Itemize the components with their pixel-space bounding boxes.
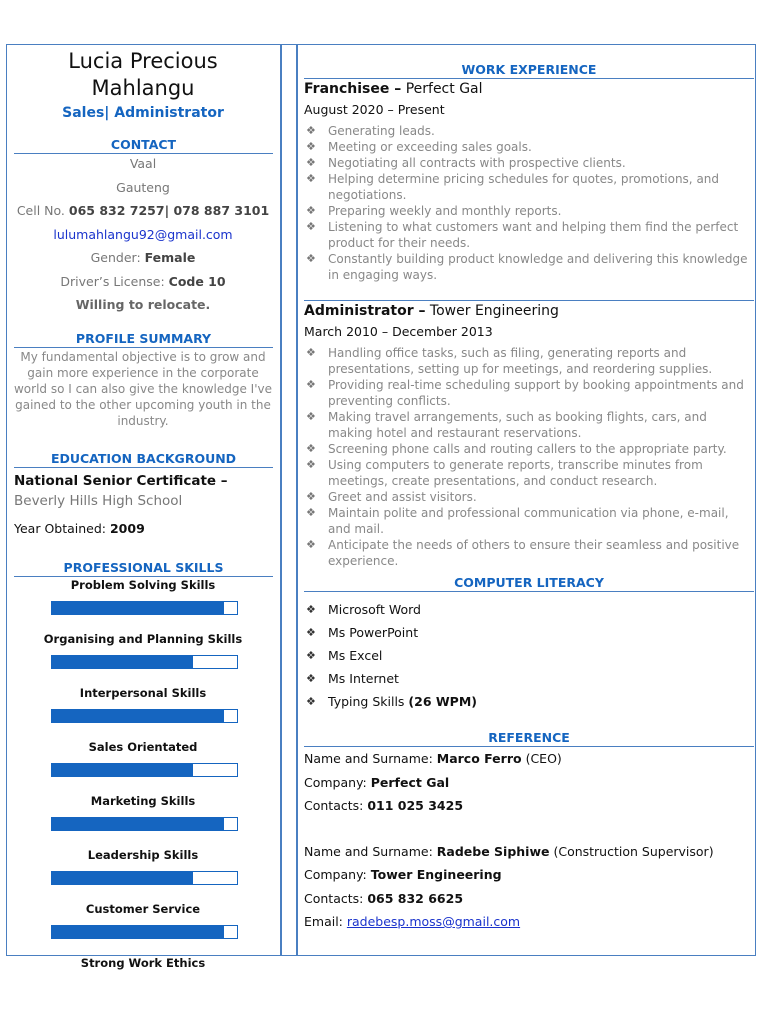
skill-bar-fill xyxy=(52,872,193,884)
contact-city: Vaal xyxy=(129,156,157,171)
ref-contacts: Contacts: 011 025 3425 xyxy=(304,798,464,813)
bullet-icon: ❖ xyxy=(306,626,316,639)
ref-name: Name and Surname: Marco Ferro (CEO) xyxy=(304,751,562,766)
list-item: ❖ Maintain polite and professional communication via phone, e-mail, and mail. xyxy=(306,506,729,536)
work-heading: WORK EXPERIENCE xyxy=(304,62,754,79)
contact-cell: Cell No. 065 832 7257| 078 887 3101 xyxy=(16,203,270,218)
contact-license: Driver’s License: Code 10 xyxy=(60,273,226,289)
bullet-icon: ❖ xyxy=(306,124,316,137)
ref-name: Name and Surname: Radebe Siphiwe (Construction Supervisor) xyxy=(304,843,714,859)
job-dates: March 2010 – December 2013 xyxy=(304,324,493,339)
skill-bar-fill xyxy=(52,656,193,668)
skill-label: Strong Work Ethics xyxy=(80,955,206,970)
skill-bar xyxy=(51,925,238,939)
bullet-icon: ❖ xyxy=(306,140,316,153)
job-dates: August 2020 – Present xyxy=(304,102,445,117)
profile-heading: PROFILE SUMMARY xyxy=(14,331,273,348)
skill-bar-fill xyxy=(52,764,193,776)
computer-heading: COMPUTER LITERACY xyxy=(304,575,754,592)
list-item: ❖ Using computers to generate reports, transcribe minutes from meetings, create presentations, and conduct research. xyxy=(306,458,703,488)
candidate-name: Lucia Precious Mahlangu xyxy=(68,49,218,100)
job-duties xyxy=(304,345,754,569)
contact-relocate: Willing to relocate. xyxy=(75,297,211,312)
skill-bar xyxy=(51,709,238,723)
candidate-role: Sales| Administrator xyxy=(62,105,224,121)
list-item: ❖ Negotiating all contracts with prospective clients. xyxy=(306,156,626,170)
list-item: ❖ Listening to what customers want and helping them find the perfect product for their needs. xyxy=(306,220,739,250)
skill-bar xyxy=(51,871,238,885)
contact-email[interactable]: lulumahlangu92@gmail.com xyxy=(53,226,233,242)
contact-gender: Gender: Female xyxy=(90,250,196,265)
skill-label: Problem Solving Skills xyxy=(70,577,216,592)
contact-heading: CONTACT xyxy=(14,137,273,154)
left-column xyxy=(8,46,278,972)
list-item: ❖ Providing real-time scheduling support by booking appointments and preventing conflicts. xyxy=(306,378,744,408)
bullet-icon: ❖ xyxy=(306,458,316,471)
skill-bar-fill xyxy=(52,602,224,614)
skill-label: Customer Service xyxy=(85,901,201,916)
bullet-icon: ❖ xyxy=(306,695,316,708)
column-divider xyxy=(296,44,298,956)
ref-email-link[interactable]: radebesp.moss@gmail.com xyxy=(346,914,521,929)
skill-label: Organising and Planning Skills xyxy=(43,631,243,646)
list-item: ❖ Helping determine pricing schedules for quotes, promotions, and negotiations. xyxy=(306,172,720,202)
right-column xyxy=(304,46,754,934)
bullet-icon: ❖ xyxy=(306,156,316,169)
contact-section xyxy=(8,152,278,317)
skill-bar-fill xyxy=(52,926,224,938)
ref-company: Company: Tower Engineering xyxy=(304,867,502,882)
skills-heading: PROFESSIONAL SKILLS xyxy=(14,560,273,577)
job-title: Administrator – Tower Engineering xyxy=(304,303,559,319)
list-item: ❖ Greet and assist visitors. xyxy=(306,490,477,504)
skill-label: Marketing Skills xyxy=(90,793,196,808)
computer-list xyxy=(304,598,754,713)
list-item: ❖ Microsoft Word xyxy=(304,598,754,621)
bullet-icon: ❖ xyxy=(306,442,316,455)
ref-company: Company: Perfect Gal xyxy=(304,774,450,790)
bullet-icon: ❖ xyxy=(306,172,316,185)
list-item: ❖ Ms Internet xyxy=(304,667,754,690)
skill-bar-fill xyxy=(52,710,224,722)
skill-label: Leadership Skills xyxy=(87,847,199,862)
ref-email: Email: radebesp.moss@gmail.com xyxy=(304,914,521,929)
skill-bar xyxy=(51,763,238,777)
education-heading: EDUCATION BACKGROUND xyxy=(14,451,273,468)
list-item: ❖ Ms Excel xyxy=(304,644,754,667)
skills-list xyxy=(8,578,278,972)
ref-contacts: Contacts: 065 832 6625 xyxy=(304,890,464,906)
skill-bar xyxy=(51,601,238,615)
column-divider xyxy=(280,44,282,956)
skill-label: Interpersonal Skills xyxy=(79,685,207,700)
skill-bar xyxy=(51,817,238,831)
skill-bar-fill xyxy=(52,818,224,830)
bullet-icon: ❖ xyxy=(306,346,316,359)
list-item: ❖ Screening phone calls and routing callers to the appropriate party. xyxy=(306,442,727,456)
bullet-icon: ❖ xyxy=(306,649,316,662)
list-item: ❖ Typing Skills (26 WPM) xyxy=(304,690,754,713)
reference-heading: REFERENCE xyxy=(304,730,754,747)
job-entry xyxy=(304,81,754,283)
job-title: Franchisee – Perfect Gal xyxy=(304,81,483,97)
contact-province: Gauteng xyxy=(116,179,170,195)
bullet-icon: ❖ xyxy=(306,506,316,519)
list-item: ❖ Handling office tasks, such as filing, generating reports and presentations, setting up for meetings, and reordering supplies. xyxy=(306,346,713,376)
reference-section xyxy=(304,747,754,934)
job-duties xyxy=(304,123,754,283)
list-item: ❖ Making travel arrangements, such as booking flights, cars, and making hotel and restaurant reservations. xyxy=(306,410,707,440)
skill-label: Sales Orientated xyxy=(88,739,198,754)
bullet-icon: ❖ xyxy=(306,490,316,503)
list-item: ❖ Preparing weekly and monthly reports. xyxy=(306,204,562,218)
profile-summary: My fundamental objective is to grow and gain more experience in the corporate world so I can also give the knowledge I've gained to the other upcoming youth in the industry. xyxy=(13,349,273,428)
bullet-icon: ❖ xyxy=(306,220,316,233)
bullet-icon: ❖ xyxy=(306,378,316,391)
education-year: Year Obtained: 2009 xyxy=(14,520,145,536)
list-item: ❖ Generating leads. xyxy=(306,124,435,138)
list-item: ❖ Meeting or exceeding sales goals. xyxy=(306,140,532,154)
skill-bar xyxy=(51,655,238,669)
bullet-icon: ❖ xyxy=(306,252,316,265)
list-item: ❖ Constantly building product knowledge and delivering this knowledge in engaging ways. xyxy=(306,252,748,282)
list-item: ❖ Anticipate the needs of others to ensure their seamless and positive experience. xyxy=(306,538,740,568)
bullet-icon: ❖ xyxy=(306,603,316,616)
education-school: Beverly Hills High School xyxy=(14,492,183,509)
job-entry xyxy=(304,300,754,569)
bullet-icon: ❖ xyxy=(306,410,316,423)
bullet-icon: ❖ xyxy=(306,538,316,551)
bullet-icon: ❖ xyxy=(306,672,316,685)
education-certificate: National Senior Certificate – xyxy=(14,472,228,489)
bullet-icon: ❖ xyxy=(306,204,316,217)
list-item: ❖ Ms PowerPoint xyxy=(304,621,754,644)
